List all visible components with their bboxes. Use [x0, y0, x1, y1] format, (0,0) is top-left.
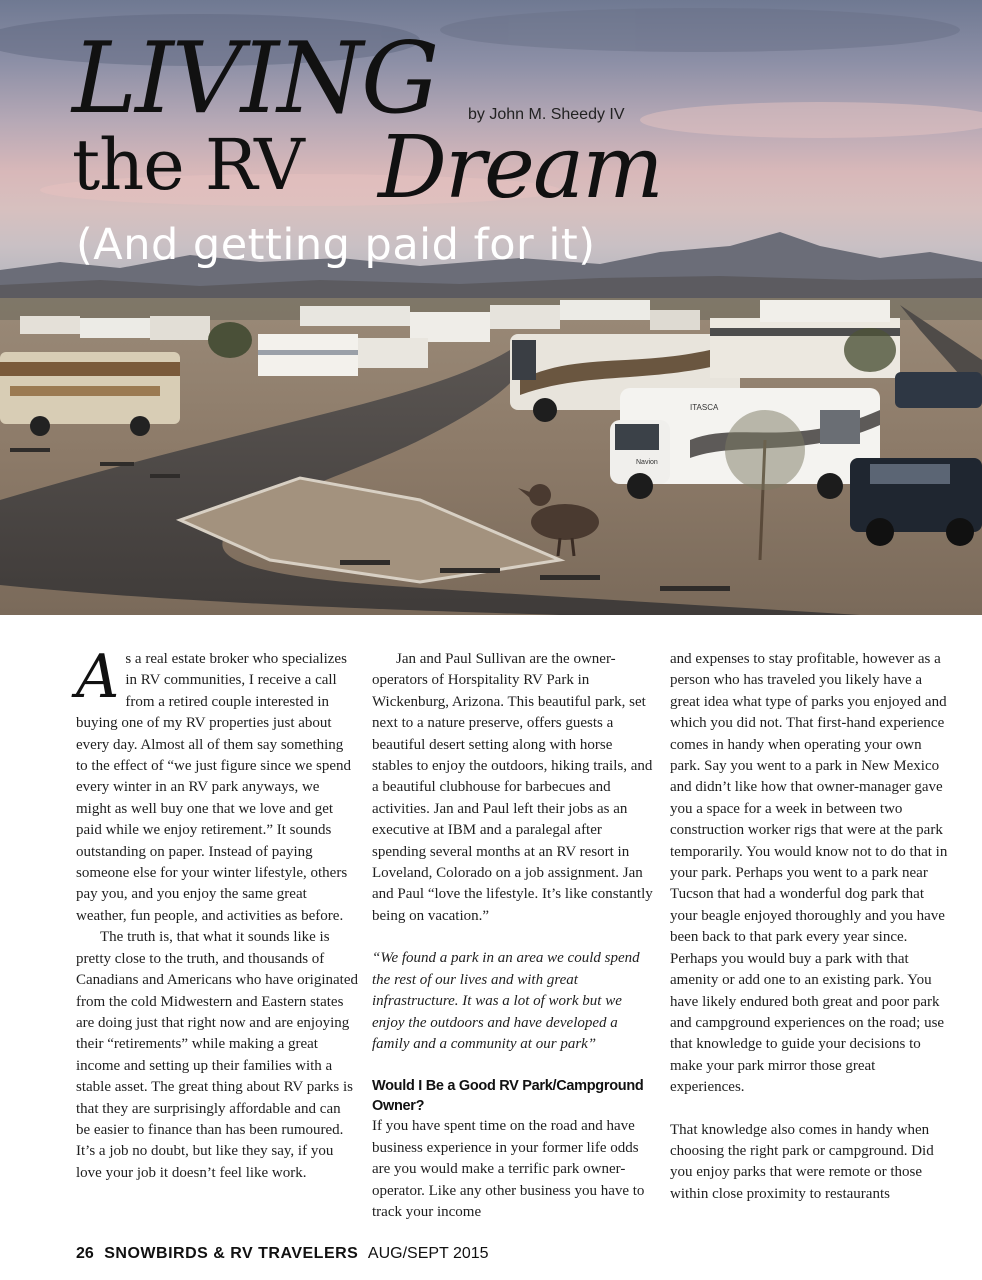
pull-quote: “We found a park in an area we could spend the rest of our lives and with great infrastructure. It was a lot of work but we enjoy the outdoors and have developed a family and a community at our park” — [372, 950, 640, 1052]
article-column-2 — [372, 649, 654, 1223]
intro-paragraph: As a real estate broker who specializes in RV communities, I receive a call from a retired couple interested in buying one of my RV properties just about every day. Almost all of them say something to the effect of “we just figure since we spend every winter in an RV park anyways, we might as well buy one that we love and get paid while we enjoy retirement.” It sounds outstanding on paper. Instead of paying someone else for your winter lifestyle, others pay you, and you enjoy the same great weather, fun people, and activities as before. — [76, 642, 352, 924]
title-dream: Dream — [378, 118, 662, 218]
subtitle: (And getting paid for it) — [76, 220, 596, 270]
body-paragraph: That knowledge also comes in handy when choosing the right park or campground. Did you enjoy parks that were remote or those within close proximity to restaurants — [670, 1121, 934, 1202]
itasca-label: ITASCA — [690, 403, 719, 412]
issue-date: AUG/SEPT 2015 — [367, 1245, 489, 1262]
title-living: LIVING — [72, 22, 438, 136]
magazine-name: SNOWBIRDS & RV TRAVELERS — [104, 1245, 359, 1262]
body-paragraph: and expenses to stay profitable, however as a person who has traveled you likely have a great idea what type of parks you enjoyed and which you did not. That first-hand experience comes in handy when operating your own park. Say you went to a park in New Mexico and didn’t like how that owner-manager gave you a space for a week in between two construction worker rigs that were at the park temporarily. You would know not to do that in your park. Perhaps you went to a park near Tucson that had a wonderful dog park that your beagle enjoyed thoroughly and you have been back to that park every year since. Perhaps you would buy a park with that amenity or add one to an existing park. You have likely endured both great and poor park and campground experiences on the road; use that knowledge to guide your decisions to make your park mirror those great experiences. — [670, 651, 948, 1096]
title-the-rv: the RV — [72, 124, 304, 206]
body-paragraph: The truth is, that what it sounds like is pretty close to the truth, and thousands of Canadians and Americans who have originated from the cold Midwestern and Eastern states are doing just that right now and are enjoying their “retirements” while making a great income and setting up their families with a stable asset. The great thing about RV parks is that they are surprisingly affordable and can be easier to finance than has been rumoured. It’s a job no doubt, but like they say, if you love your job it doesn’t feel like work. — [76, 929, 358, 1181]
page-number: 26 — [76, 1245, 94, 1262]
body-paragraph: Jan and Paul Sullivan are the owner-operators of Horspitality RV Park in Wickenburg, Arizona. This beautiful park, set next to a nature preserve, offers guests a beautiful desert setting along with horse stables to enjoy the outdoors, hiking trails, and a beautiful clubhouse for barbecues and activities. Jan and Paul left their jobs as an executive at IBM and a paralegal after spending several months at an RV resort in Loveland, Colorado on a job assignment. Jan and Paul “love the lifestyle. It’s like constantly being on vacation.” — [372, 651, 653, 924]
article-column-1 — [76, 642, 358, 1184]
left-motorhome — [0, 352, 180, 436]
body-paragraph: If you have spent time on the road and have business experience in your former life odds are you would make a terrific park owner-operator. Like any other business you have to track your income — [372, 1118, 645, 1220]
byline: by John M. Sheedy IV — [468, 106, 625, 123]
navion-label: Navion — [636, 459, 658, 466]
article-column-3 — [670, 649, 952, 1205]
section-heading: Would I Be a Good RV Park/Campground Owner? — [372, 1078, 644, 1115]
page-footer — [76, 1245, 489, 1263]
hero-photo — [0, 0, 982, 615]
